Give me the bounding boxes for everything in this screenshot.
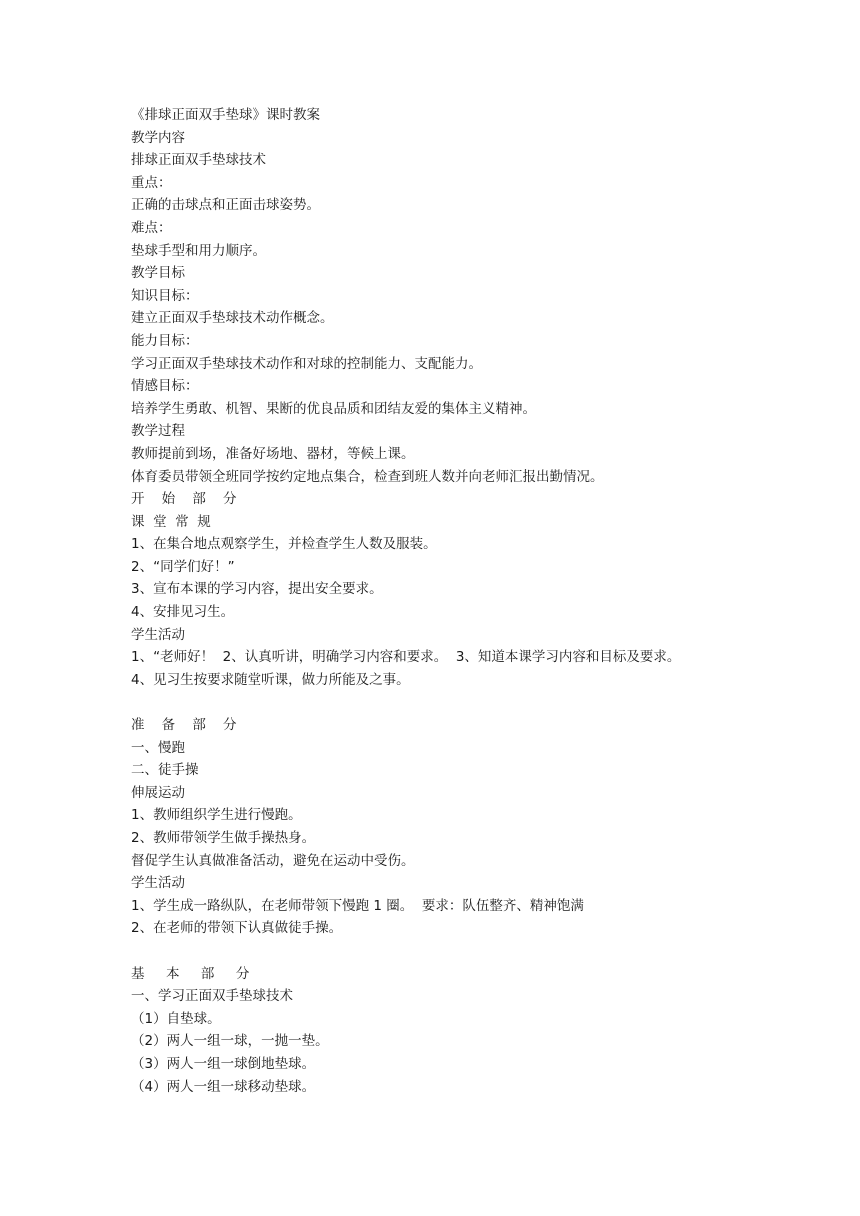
document-lines xyxy=(131,127,791,1099)
text-line: 正确的击球点和正面击球姿势。 xyxy=(131,197,320,214)
text-line: 课 堂 常 规 xyxy=(131,513,211,530)
text-line: 学生活动 xyxy=(131,626,185,643)
blank-line xyxy=(131,691,791,714)
text-line: 准 备 部 分 xyxy=(131,717,237,734)
text-line: 3、宣布本课的学习内容，提出安全要求。 xyxy=(131,581,383,598)
text-line: 1、在集合地点观察学生，并检查学生人数及服装。 xyxy=(131,536,437,553)
text-line: 伸展运动 xyxy=(131,784,185,801)
text-line: 重点： xyxy=(131,174,172,191)
text-line: 1、“老师好！ 2、认真听讲，明确学习内容和要求。 3、知道本课学习内容和目标及要求。 xyxy=(131,649,681,666)
text-line: 难点： xyxy=(131,219,172,236)
text-line: 一、学习正面双手垫球技术 xyxy=(131,988,293,1005)
text-line: 4、见习生按要求随堂听课，做力所能及之事。 xyxy=(131,671,410,688)
text-line: 情感目标： xyxy=(131,378,199,395)
text-line: （1）自垫球。 xyxy=(131,1010,221,1027)
text-line: 能力目标： xyxy=(131,332,199,349)
text-line: 2、“同学们好！” xyxy=(131,558,235,575)
text-line: 1、学生成一路纵队，在老师带领下慢跑 1 圈。 要求：队伍整齐、精神饱满 xyxy=(131,897,584,914)
text-line: 培养学生勇敢、机智、果断的优良品质和团结友爱的集体主义精神。 xyxy=(131,400,536,417)
document-title: 《排球正面双手垫球》课时教案 xyxy=(131,107,320,123)
text-line: 基 本 部 分 xyxy=(131,965,250,982)
text-line: （4）两人一组一球移动垫球。 xyxy=(131,1078,316,1095)
text-line: 督促学生认真做准备活动，避免在运动中受伤。 xyxy=(131,852,415,869)
text-line: 教学目标 xyxy=(131,265,185,282)
text-line: 2、在老师的带领下认真做徒手操。 xyxy=(131,920,343,937)
text-line: 教师提前到场，准备好场地、器材，等候上课。 xyxy=(131,445,415,462)
blank-line xyxy=(131,940,791,963)
text-line: 垫球手型和用力顺序。 xyxy=(131,242,266,259)
text-line: 体育委员带领全班同学按约定地点集合，检查到班人数并向老师汇报出勤情况。 xyxy=(131,468,604,485)
document-body xyxy=(131,104,791,1098)
text-line: 一、慢跑 xyxy=(131,739,185,756)
text-line: 学习正面双手垫球技术动作和对球的控制能力、支配能力。 xyxy=(131,355,482,372)
text-line: 开 始 部 分 xyxy=(131,491,237,508)
text-line: 知识目标： xyxy=(131,287,199,304)
text-line: 教学内容 xyxy=(131,129,185,146)
text-line: 2、教师带领学生做手操热身。 xyxy=(131,830,316,846)
text-line: 1、教师组织学生进行慢跑。 xyxy=(131,807,302,824)
text-line: 4、安排见习生。 xyxy=(131,604,235,621)
text-line: 排球正面双手垫球技术 xyxy=(131,152,266,169)
text-line: （3）两人一组一球倒地垫球。 xyxy=(131,1055,316,1072)
text-line: 二、徒手操 xyxy=(131,762,199,779)
text-line: 学生活动 xyxy=(131,875,185,892)
text-line: （2）两人一组一球，一抛一垫。 xyxy=(131,1033,329,1050)
text-line: 建立正面双手垫球技术动作概念。 xyxy=(131,310,334,327)
text-line: 教学过程 xyxy=(131,423,185,440)
